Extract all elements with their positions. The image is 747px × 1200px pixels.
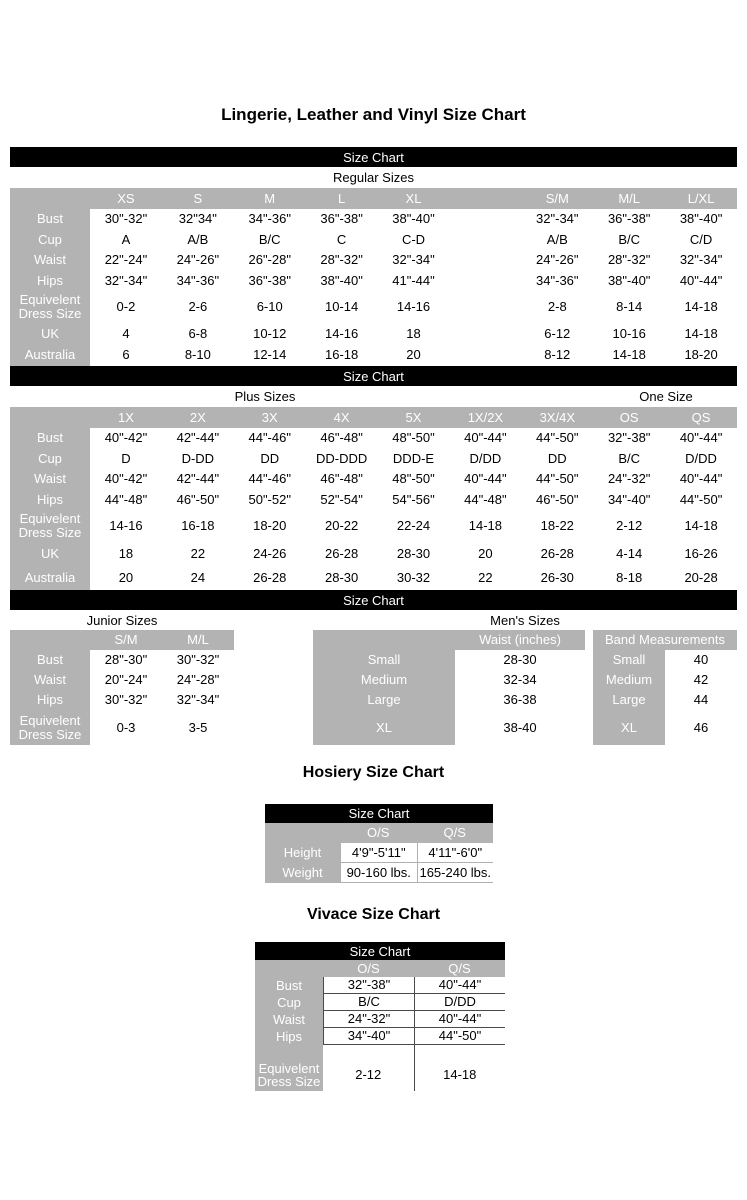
size-value: 32"-38" [607, 430, 651, 446]
size-value [449, 209, 521, 230]
mens-band-table [593, 630, 737, 745]
column-header: Q/S [448, 960, 471, 976]
size-value: 34"-36" [176, 272, 220, 288]
size-value: 24 [190, 570, 206, 585]
size-value: 36-38 [503, 692, 537, 707]
size-value: D-DD [181, 450, 215, 466]
size-value: 8-10 [184, 347, 211, 363]
size-value: 6-12 [544, 325, 571, 341]
row-label: Small [593, 650, 665, 670]
size-value [449, 323, 521, 345]
size-value: 14-18 [684, 518, 718, 533]
size-chart-bar [10, 147, 737, 167]
row-label: Waist [10, 670, 90, 690]
plus-sizes-header [10, 386, 737, 407]
size-value: 42 [693, 672, 709, 687]
table-row [265, 863, 493, 883]
column-header: S/M [545, 190, 569, 206]
vivace-table [255, 960, 505, 1091]
column-header: 4X [333, 409, 350, 425]
size-value: 14-18 [612, 347, 646, 363]
size-value [449, 230, 521, 251]
size-value: 8-12 [544, 347, 571, 363]
size-value: 38-40 [503, 719, 537, 735]
size-value: C-D [401, 231, 426, 247]
size-value: 2-12 [616, 518, 643, 533]
row-label: Weight [265, 863, 340, 883]
size-value: 24"-32" [323, 1011, 414, 1028]
size-value: 2-12 [355, 1066, 382, 1082]
table-row [10, 469, 737, 490]
size-value: 50"-52" [248, 491, 291, 507]
row-label: Hips [10, 490, 90, 511]
size-value: 22-24 [396, 518, 431, 533]
table-row [10, 250, 737, 271]
size-value: 44"-48" [464, 491, 507, 507]
size-value: B/C [258, 231, 281, 247]
table-row [255, 1058, 505, 1091]
size-chart-bar-label: Size Chart [343, 149, 404, 165]
size-value: 46"-48" [320, 430, 363, 446]
column-header: S [193, 190, 203, 206]
table-row [313, 650, 585, 670]
size-value: 40"-44" [414, 1011, 505, 1028]
size-value: 28"-32" [320, 252, 363, 268]
size-value: 8-14 [616, 299, 643, 314]
size-value: 30"-32" [104, 211, 148, 227]
hosiery-size-chart-section [265, 804, 493, 883]
table-row [10, 209, 737, 230]
header-corner-cell [265, 823, 340, 843]
regular-sizes-header [10, 167, 737, 188]
size-value [449, 345, 521, 367]
size-value: C [336, 231, 347, 247]
column-header: M/L [187, 632, 209, 647]
size-value: 0-2 [116, 299, 136, 314]
column-header: 1X/2X [467, 409, 504, 425]
table-row [10, 230, 737, 251]
size-value: A/B [187, 231, 209, 247]
table-header-label: Band Measurements [605, 632, 725, 647]
row-label: Waist [10, 250, 90, 271]
size-value: 20-22 [324, 518, 359, 533]
size-value: 14-16 [109, 518, 143, 533]
size-value: 40"-44" [679, 471, 723, 487]
size-value: D [121, 450, 131, 466]
column-header: QS [691, 409, 711, 425]
size-value: D/DD [469, 450, 502, 466]
size-value: 20-28 [684, 570, 718, 585]
size-value: 28-30 [396, 546, 431, 561]
size-value: 26-30 [540, 570, 574, 585]
size-value: 34"-40" [607, 491, 651, 507]
table-row [10, 690, 234, 710]
size-value: 36"-38" [320, 211, 363, 227]
size-value: A [121, 231, 131, 247]
row-label: XL [313, 710, 455, 745]
size-chart-bar [265, 804, 493, 823]
table-row [255, 1011, 505, 1028]
size-value: 18-20 [684, 347, 718, 363]
size-value: 32"-34" [679, 252, 723, 268]
size-value: 32"-38" [323, 977, 414, 994]
size-value: 28-30 [503, 652, 537, 667]
junior-sizes-label: Junior Sizes [86, 612, 158, 628]
size-value: D/DD [414, 994, 505, 1011]
size-value: 28"-32" [607, 252, 651, 268]
size-value: 44"-46" [248, 430, 291, 446]
row-label: Cup [10, 230, 90, 251]
size-value: 12-14 [253, 347, 287, 363]
column-header: 2X [189, 409, 206, 425]
table-row [10, 291, 737, 323]
size-value: 165-240 lbs. [417, 863, 494, 883]
table-row [313, 710, 585, 745]
row-label: Hips [10, 271, 90, 292]
size-value: 40"-44" [464, 430, 507, 446]
row-label: Cup [10, 449, 90, 470]
size-value: 4 [122, 325, 130, 341]
table-row [313, 670, 585, 690]
table-header-label: Waist (inches) [479, 632, 561, 647]
table-row [255, 994, 505, 1011]
size-value: 44 [693, 692, 709, 707]
size-value: 2-6 [188, 299, 208, 314]
row-label: Hips [10, 690, 90, 710]
size-value: 26-28 [324, 546, 359, 561]
size-value: B/C [618, 450, 641, 466]
size-value: 46"-50" [536, 491, 579, 507]
size-value: 41"-44" [392, 272, 435, 288]
size-chart-bar-label: Size Chart [343, 592, 404, 608]
size-value: 36"-38" [607, 211, 651, 227]
size-value: 32"-34" [176, 692, 220, 707]
vivace-title: Vivace Size Chart [306, 906, 441, 923]
column-header: M [264, 190, 276, 206]
column-header: M/L [618, 190, 641, 206]
row-label: Hips [255, 1028, 323, 1045]
row-label: Bust [10, 428, 90, 449]
size-value: B/C [323, 994, 414, 1011]
row-label: Large [593, 690, 665, 710]
regular-sizes-table [10, 188, 737, 366]
size-value: 20 [406, 347, 421, 363]
size-value: A/B [546, 231, 568, 247]
column-header: 1X [117, 409, 134, 425]
size-value: 16-18 [324, 347, 359, 363]
size-chart-bar [10, 366, 737, 386]
vivace-size-chart-section [255, 942, 505, 1091]
row-label: Large [313, 690, 455, 710]
size-value: 10-12 [253, 325, 287, 341]
size-value: 4'9"-5'11" [340, 843, 417, 863]
size-value: 8-18 [616, 570, 643, 585]
table-row [10, 670, 234, 690]
row-label: Equivelent Dress Size [10, 291, 90, 323]
size-value: 16-18 [181, 518, 215, 533]
table-row [10, 323, 737, 345]
size-value: 20 [118, 570, 134, 585]
size-value: 38"-40" [392, 211, 435, 227]
table-row [10, 490, 737, 511]
row-label: Equivelent Dress Size [10, 710, 90, 745]
row-label: Medium [593, 670, 665, 690]
size-value: 40"-44" [679, 430, 723, 446]
table-row [255, 1045, 505, 1058]
column-header: 3X/4X [539, 409, 575, 425]
column-header: XS [117, 190, 135, 206]
size-value: 6 [122, 347, 130, 363]
one-size-label: One Size [639, 389, 693, 404]
size-value: DD-DDD [315, 450, 368, 466]
size-value: 14-18 [684, 299, 718, 314]
size-value: 40"-42" [104, 471, 148, 487]
size-value: 24"-32" [607, 471, 651, 487]
size-value: B/C [618, 231, 641, 247]
size-value: 46"-50" [176, 491, 220, 507]
table-row [593, 710, 737, 745]
size-chart-bar [10, 590, 737, 610]
table-header-row [10, 407, 737, 428]
size-value: 52"-54" [320, 491, 363, 507]
size-value: 44"-50" [414, 1028, 505, 1045]
table-header-row [10, 188, 737, 209]
size-value [414, 1045, 506, 1058]
table-row [593, 670, 737, 690]
table-row [313, 690, 585, 710]
size-value: 32"-34" [392, 252, 435, 268]
row-label: Bust [10, 209, 90, 230]
row-label: Equivelent Dress Size [255, 1058, 323, 1091]
row-label: Waist [10, 469, 90, 490]
size-value: 10-16 [612, 325, 646, 341]
table-row [10, 710, 234, 745]
size-value: 34"-36" [248, 211, 291, 227]
size-value: 44"-50" [536, 471, 579, 487]
size-value: 48"-50" [392, 430, 435, 446]
size-value: DD [260, 450, 280, 466]
plus-sizes-label: Plus Sizes [234, 389, 296, 404]
column-header: XL [405, 190, 422, 206]
plus-sizes-table [10, 407, 737, 590]
size-value: 4-14 [616, 546, 643, 561]
hosiery-title: Hosiery Size Chart [302, 764, 445, 781]
table-row [255, 1028, 505, 1045]
column-header: O/S [357, 960, 380, 976]
table-row [593, 650, 737, 670]
size-value: 44"-50" [536, 430, 579, 446]
column-header: L [338, 190, 346, 206]
table-row [10, 271, 737, 292]
row-label: Bust [255, 977, 323, 994]
table-row [10, 650, 234, 670]
size-value: 6-8 [188, 325, 208, 341]
column-header: L/XL [687, 190, 715, 206]
size-value: 2-8 [547, 299, 567, 314]
size-value: 28-30 [324, 570, 359, 585]
size-value: 14-18 [468, 518, 503, 533]
size-value: 54"-56" [392, 491, 435, 507]
size-value: 22 [478, 570, 493, 585]
size-value: 46"-48" [320, 471, 363, 487]
size-value: 14-16 [324, 325, 359, 341]
row-label: Small [313, 650, 455, 670]
table-header-row [593, 630, 737, 650]
size-value: 48"-50" [392, 471, 435, 487]
regular-sizes-label: Regular Sizes [333, 170, 414, 185]
size-value: 14-16 [396, 299, 431, 314]
row-label [255, 1045, 323, 1058]
size-chart-bar-label: Size Chart [343, 368, 404, 384]
size-value: 38"-40" [320, 272, 363, 288]
size-value: 40 [693, 652, 709, 667]
size-value: 30-32 [396, 570, 431, 585]
size-chart-bar [255, 942, 505, 960]
size-value: 24"-28" [176, 672, 220, 687]
junior-sizes-table [10, 630, 234, 745]
size-value: DD [547, 450, 567, 466]
header-corner-cell [255, 960, 323, 977]
size-value: 26"-28" [248, 252, 291, 268]
size-value [449, 250, 521, 271]
size-value: 26-28 [540, 546, 574, 561]
size-value: 0-3 [116, 719, 136, 735]
column-header: Q/S [443, 825, 466, 840]
size-value: 18-22 [540, 518, 574, 533]
size-value [449, 291, 521, 323]
size-value: D/DD [685, 450, 717, 466]
size-value: 40"-44" [464, 471, 507, 487]
row-label: Height [265, 843, 340, 863]
size-value: 10-14 [324, 299, 359, 314]
row-label: Bust [10, 650, 90, 670]
page-title: Lingerie, Leather and Vinyl Size Chart [221, 105, 526, 124]
size-value: 34"-36" [536, 272, 579, 288]
size-value: 40"-44" [679, 272, 723, 288]
table-row [10, 510, 737, 542]
size-value: 38"-40" [607, 272, 651, 288]
size-value: 90-160 lbs. [340, 863, 417, 883]
size-value: 22"-24" [104, 252, 148, 268]
hosiery-table [265, 823, 493, 883]
size-value: DDD-E [392, 450, 435, 466]
row-label: XL [593, 710, 665, 745]
size-value: 24"-26" [536, 252, 579, 268]
size-value: 3-5 [188, 719, 208, 735]
size-value [323, 1045, 414, 1058]
size-value: 30"-32" [176, 652, 220, 667]
row-label: Australia [10, 566, 90, 590]
size-value: 40"-44" [414, 977, 505, 994]
table-row [10, 566, 737, 590]
header-corner-cell [10, 407, 90, 428]
header-corner-cell [10, 630, 90, 650]
size-value: 4'11"-6'0" [417, 843, 494, 863]
size-value: 18 [118, 546, 134, 561]
row-label: UK [10, 542, 90, 566]
column-header: S/M [114, 632, 138, 647]
row-label: Waist [255, 1011, 323, 1028]
table-header-row [313, 630, 585, 650]
size-value [449, 271, 521, 292]
table-row [10, 449, 737, 470]
table-row [10, 428, 737, 449]
header-corner-cell [10, 188, 90, 209]
size-value: 32-34 [503, 672, 537, 687]
column-header: OS [619, 409, 639, 425]
column-header [449, 188, 521, 209]
table-row [593, 690, 737, 710]
size-value: 20"-24" [104, 672, 148, 687]
lingerie-size-chart-section [10, 147, 737, 745]
size-value: 44"-46" [248, 471, 291, 487]
junior-mens-tables [10, 630, 737, 745]
size-value: 46 [693, 719, 709, 735]
column-header: 5X [405, 409, 422, 425]
row-label: UK [10, 323, 90, 345]
size-value: 42"-44" [176, 471, 220, 487]
mens-waist-table [313, 630, 585, 745]
junior-mens-header [10, 610, 737, 630]
table-header-row [255, 960, 505, 977]
size-value: 18 [406, 325, 421, 341]
size-value: C/D [689, 231, 713, 247]
size-value: 24-26 [253, 546, 287, 561]
header-corner-cell [313, 630, 455, 650]
size-value: 18-20 [253, 518, 287, 533]
size-value: 38"-40" [679, 211, 723, 227]
mens-sizes-label: Men's Sizes [490, 612, 560, 628]
row-label: Cup [255, 994, 323, 1011]
column-header: O/S [367, 825, 390, 840]
size-value: 14-18 [684, 325, 718, 341]
size-value: 44"-50" [679, 491, 723, 507]
size-value: 36"-38" [248, 272, 291, 288]
size-value: 40"-42" [104, 430, 148, 446]
size-chart-bar-label: Size Chart [349, 943, 411, 959]
column-header: 3X [261, 409, 278, 425]
row-label: Equivelent Dress Size [10, 510, 90, 542]
table-row [10, 542, 737, 566]
size-value: 14-18 [414, 1058, 506, 1091]
table-header-row [10, 630, 234, 650]
table-row [255, 977, 505, 994]
size-value: 30"-32" [104, 692, 148, 707]
size-value: 42"-44" [176, 430, 220, 446]
size-value: 32"-34" [104, 272, 148, 288]
size-value: 22 [190, 546, 206, 561]
size-value: 16-26 [684, 546, 718, 561]
table-row [265, 843, 493, 863]
table-header-row [265, 823, 493, 843]
size-chart-bar-label: Size Chart [348, 806, 410, 821]
size-value: 34"-40" [323, 1028, 414, 1045]
size-value: 6-10 [256, 299, 283, 314]
size-value: 24"-26" [176, 252, 220, 268]
size-value: 32"34" [178, 211, 217, 227]
size-value: 20 [478, 546, 493, 561]
size-value: 44"-48" [104, 491, 148, 507]
size-value: 26-28 [253, 570, 287, 585]
row-label: Medium [313, 670, 455, 690]
table-row [10, 345, 737, 367]
size-value: 28"-30" [104, 652, 148, 667]
size-value: 32"-34" [536, 211, 579, 227]
row-label: Australia [10, 345, 90, 367]
